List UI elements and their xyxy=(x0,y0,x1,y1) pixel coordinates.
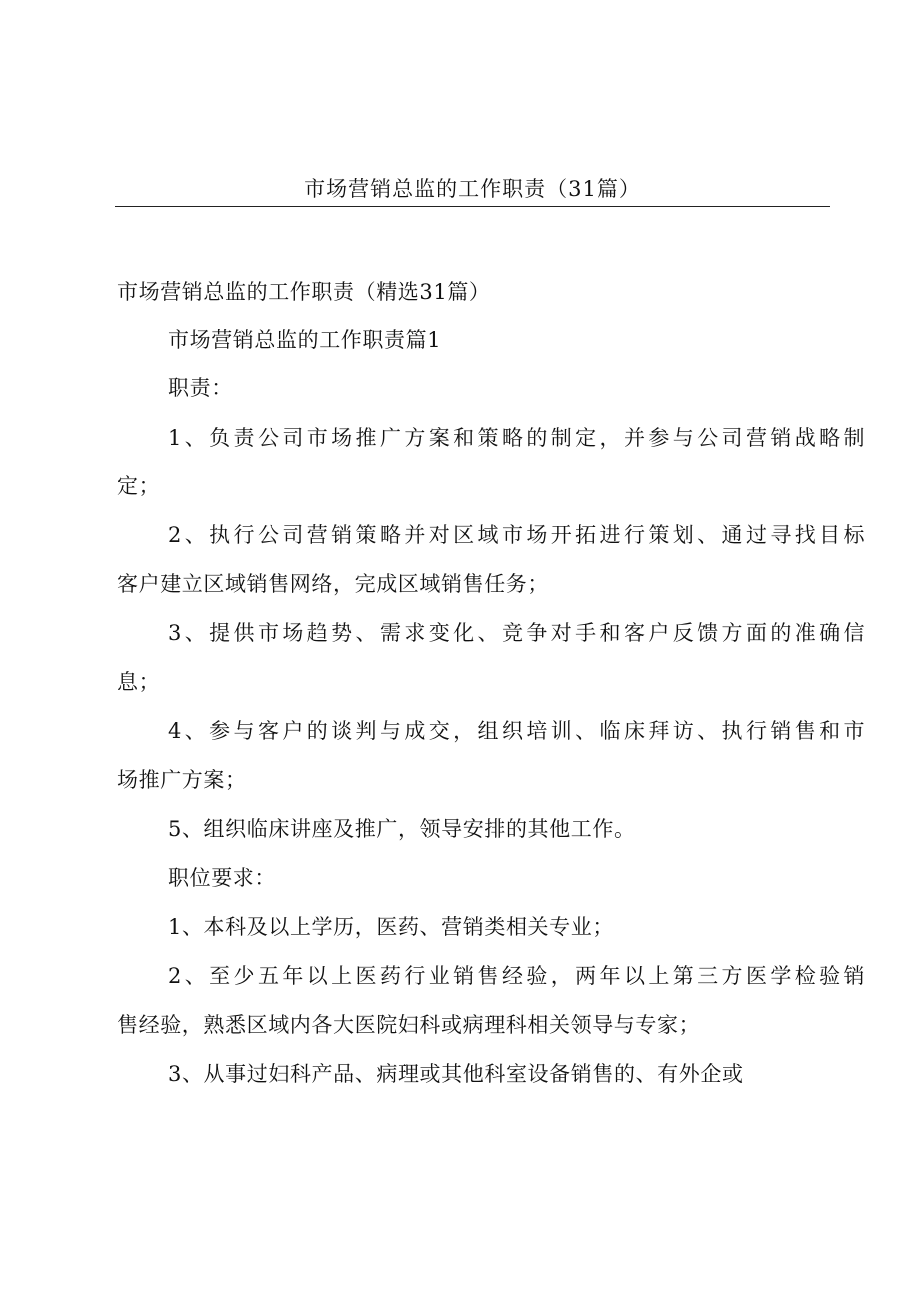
requirement-3-line-1: 3、从事过妇科产品、病理或其他科室设备销售的、有外企或 xyxy=(168,1062,744,1086)
requirement-2-line-2: 售经验，熟悉区域内各大医院妇科或病理科相关领导与专家； xyxy=(117,1013,701,1037)
requirement-1: 1、本科及以上学历，医药、营销类相关专业； xyxy=(168,915,614,939)
duty-4-line-1: 4、参与客户的谈判与成交，组织培训、临床拜访、执行销售和市 xyxy=(168,719,868,743)
header-title: 市场营销总监的工作职责（31篇） xyxy=(304,177,641,201)
duty-4-line-2: 场推广方案； xyxy=(117,768,247,792)
duty-3-line-1: 3、提供市场趋势、需求变化、竞争对手和客户反馈方面的准确信 xyxy=(168,621,868,645)
page-header xyxy=(115,172,830,207)
section-heading: 市场营销总监的工作职责篇1 xyxy=(168,328,442,352)
duties-label: 职责： xyxy=(168,376,233,400)
duty-3-line-2: 息； xyxy=(117,670,161,694)
duty-1-line-2: 定； xyxy=(117,474,161,498)
duty-2-line-1: 2、执行公司营销策略并对区域市场开拓进行策划、通过寻找目标 xyxy=(168,523,868,547)
duty-2-line-2: 客户建立区域销售网络，完成区域销售任务； xyxy=(117,572,549,596)
duty-5: 5、组织临床讲座及推广，领导安排的其他工作。 xyxy=(168,817,636,841)
duty-1-line-1: 1、负责公司市场推广方案和策略的制定，并参与公司营销战略制 xyxy=(168,426,868,450)
requirements-label: 职位要求： xyxy=(168,866,276,890)
requirement-2-line-1: 2、至少五年以上医药行业销售经验，两年以上第三方医学检验销 xyxy=(168,964,868,988)
main-title: 市场营销总监的工作职责（精选31篇） xyxy=(117,280,491,304)
